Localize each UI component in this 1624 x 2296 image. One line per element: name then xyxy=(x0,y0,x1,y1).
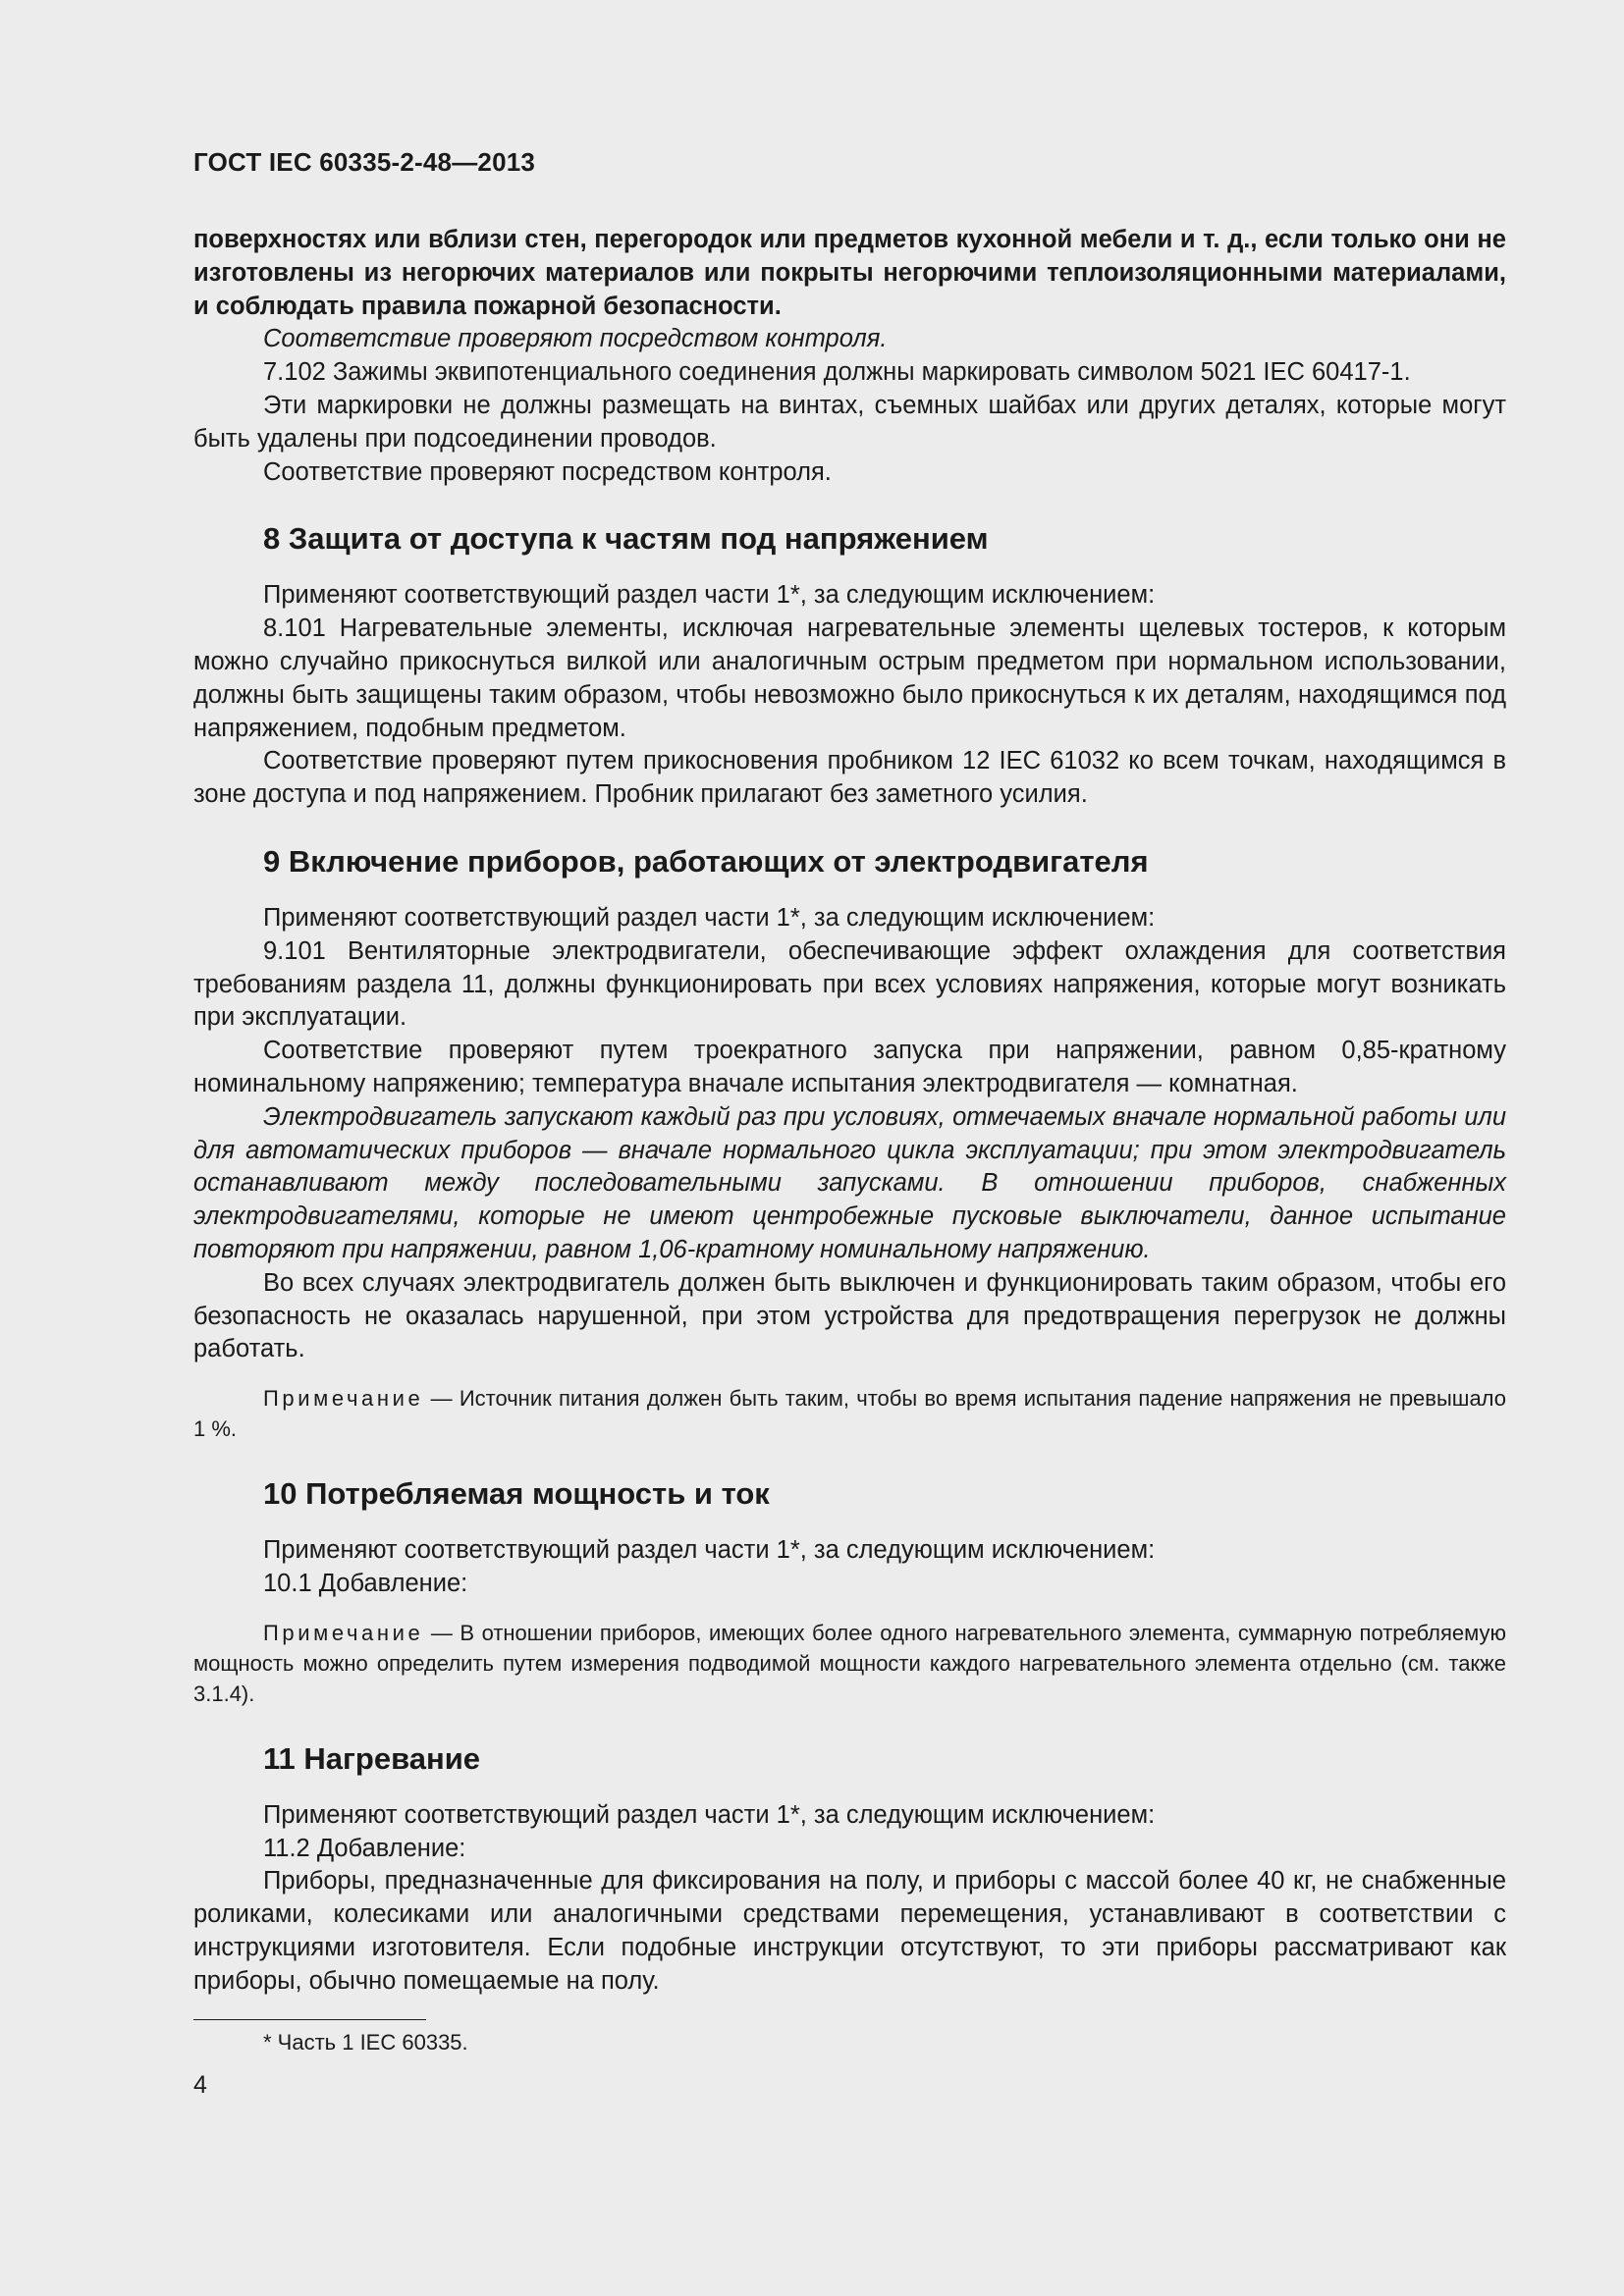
footnote xyxy=(193,2019,1506,2057)
note-label: Примечание xyxy=(263,1386,424,1412)
section-8-compliance: Соответствие проверяют путем прикосновения пробником 12 IEC 61032 ко всем точкам, находящимся в зоне доступа и под напряжением. Пробник прилагают без заметного усилия. xyxy=(193,747,1506,809)
section-9-apply: Применяют соответствующий раздел части 1*, за следующим исключением: xyxy=(263,903,1156,932)
clause-7-102: 7.102 Зажимы эквипотенциального соединения должны маркировать символом 5021 IEC 60417-1. xyxy=(263,358,1411,387)
footnote-rule xyxy=(193,2019,426,2020)
section-10-note xyxy=(193,1618,1506,1709)
section-8-apply: Применяют соответствующий раздел части 1*, за следующим исключением: xyxy=(263,581,1156,610)
section-11-heading: 11 Нагревание xyxy=(263,1740,481,1776)
section-10-apply: Применяют соответствующий раздел части 1*, за следующим исключением: xyxy=(263,1536,1156,1565)
section-11-devices: Приборы, предназначенные для фиксирования на полу, и приборы с массой более 40 кг, не снабженные роликами, колесиками или аналогичными средствами перемещения, устанавливают в соответствии с инструкциями изготовителя. Если подобные инструкции отсутствуют, то эти приборы рассматривают как приборы, обычно помещаемые на полу. xyxy=(193,1867,1506,1995)
clause-9-101: 9.101 Вентиляторные электродвигатели, обеспечивающие эффект охлаждения для соответствия требованиям раздела 11, должны функционировать при всех условиях напряжения, которые могут возникать при эксплуатации. xyxy=(193,936,1506,1032)
section-11-apply: Применяют соответствующий раздел части 1*, за следующим исключением: xyxy=(263,1800,1156,1829)
compliance-paragraph: Соответствие проверяют посредством контроля. xyxy=(263,457,832,486)
page-number: 4 xyxy=(193,2071,207,2099)
section-8-heading: 8 Защита от доступа к частям под напряжением xyxy=(263,521,989,557)
clause-11-2: 11.2 Добавление: xyxy=(263,1834,466,1862)
section-9-note xyxy=(193,1383,1506,1444)
markings-paragraph: Эти маркировки не должны размещать на винтах, съемных шайбах или других деталях, которые могут быть удалены при подсоединении проводов. xyxy=(193,391,1506,453)
section-9-heading: 9 Включение приборов, работающих от электродвигателя xyxy=(263,843,1149,879)
section-9-compliance: Соответствие проверяют путем троекратного запуска при напряжении, равном 0,85-кратному номинальному напряжению; температура вначале испытания электродвигателя — комнатная. xyxy=(193,1037,1506,1097)
compliance-italic: Соответствие проверяют посредством контроля. xyxy=(263,325,888,353)
note-label: Примечание xyxy=(263,1620,424,1645)
document-body xyxy=(193,224,1506,1998)
continued-bold-paragraph: поверхностях или вблизи стен, перегородок или предметов кухонной мебели и т. д., если только они не изготовлены из негорючих материалов или покрыты негорючими теплоизоляционными материалами, и соблюдать правила пожарной безопасности. xyxy=(193,226,1506,320)
note-text: — В отношении приборов, имеющих более одного нагревательного элемента, суммарную потребляемую мощность можно определить путем измерения подводимой мощности каждого нагревательного элемента отдельно (см. также 3.1.4). xyxy=(193,1620,1506,1706)
note-text: — Источник питания должен быть таким, чтобы во время испытания падение напряжения не превышало 1 %. xyxy=(193,1386,1506,1442)
document-header: ГОСТ IEC 60335-2-48—2013 xyxy=(193,147,536,177)
section-9-italic-test: Электродвигатель запускают каждый раз при условиях, отмечаемых вначале нормальной работы или для автоматических приборов — вначале нормального цикла эксплуатации; при этом электродвигатель останавливают между последовательными запусками. В отношении приборов, снабженных электродвигателями, которые не имеют центробежные пусковые выключатели, данное испытание повторяют при напряжении, равном 1,06-кратному номинальному напряжению. xyxy=(193,1102,1506,1263)
section-10-heading: 10 Потребляемая мощность и ток xyxy=(263,1476,770,1512)
footnote-text: * Часть 1 IEC 60335. xyxy=(263,2030,468,2055)
clause-10-1: 10.1 Добавление: xyxy=(263,1569,468,1597)
clause-8-101: 8.101 Нагревательные элементы, исключая нагревательные элементы щелевых тостеров, к которым можно случайно прикоснуться вилкой или аналогичным острым предметом при нормальном использовании, должны быть защищены таким образом, чтобы невозможно было прикоснуться к их деталям, находящимся под напряжением, подобным предметом. xyxy=(193,614,1506,742)
section-9-all-cases: Во всех случаях электродвигатель должен быть выключен и функционировать таким образом, чтобы его безопасность не оказалась нарушенной, при этом устройства для предотвращения перегрузок не должны работать. xyxy=(193,1268,1506,1363)
